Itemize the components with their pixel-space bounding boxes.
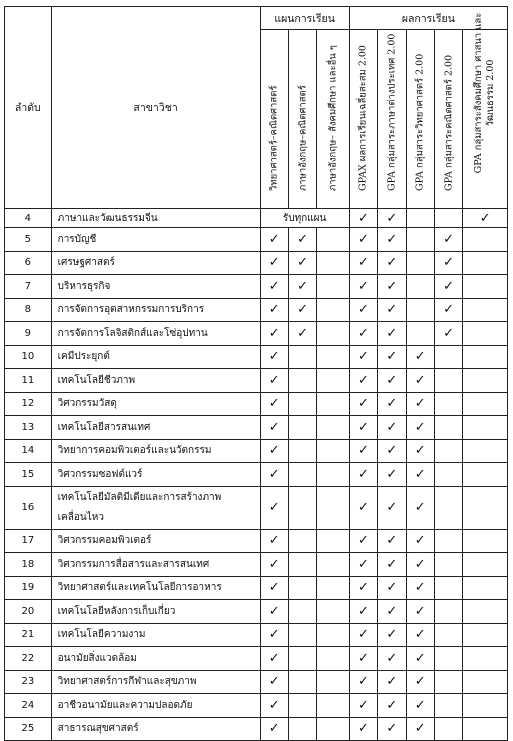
- check-mark-icon: ✓: [378, 275, 406, 299]
- empty-cell: [463, 416, 508, 440]
- empty-cell: [434, 553, 462, 577]
- check-mark-icon: ✓: [349, 647, 377, 671]
- row-number: 10: [5, 345, 52, 369]
- header-result-science: GPA กลุ่มสาระวิทยาศาสตร์ 2.00: [406, 30, 434, 209]
- subject-name: เคมีประยุกต์: [51, 345, 260, 369]
- empty-cell: [288, 392, 316, 416]
- table-row: [5, 322, 508, 346]
- check-mark-icon: ✓: [349, 600, 377, 624]
- row-number: 4: [5, 209, 52, 228]
- empty-cell: [317, 251, 349, 275]
- row-number: 22: [5, 647, 52, 671]
- empty-cell: [434, 392, 462, 416]
- empty-cell: [463, 392, 508, 416]
- check-mark-icon: ✓: [406, 717, 434, 741]
- empty-cell: [288, 553, 316, 577]
- check-mark-icon: ✓: [406, 486, 434, 529]
- subject-name: วิศวกรรมวัสดุ: [51, 392, 260, 416]
- check-mark-icon: ✓: [378, 209, 406, 228]
- empty-cell: [463, 228, 508, 252]
- row-number: 24: [5, 694, 52, 718]
- check-mark-icon: ✓: [434, 322, 462, 346]
- empty-cell: [317, 553, 349, 577]
- empty-cell: [463, 463, 508, 487]
- check-mark-icon: ✓: [288, 298, 316, 322]
- check-mark-icon: ✓: [260, 463, 288, 487]
- row-number: 19: [5, 576, 52, 600]
- empty-cell: [406, 322, 434, 346]
- check-mark-icon: ✓: [260, 251, 288, 275]
- subject-name: เทคโนโลยีมัลติมีเดียและการสร้างภาพเคลื่อนไหว: [51, 486, 260, 529]
- check-mark-icon: ✓: [378, 463, 406, 487]
- empty-cell: [317, 228, 349, 252]
- empty-cell: [463, 486, 508, 529]
- check-mark-icon: ✓: [288, 228, 316, 252]
- empty-cell: [434, 694, 462, 718]
- header-plan-eng-social: ภาษาอังกฤษ– สังคมศึกษา และอื่น ๆ: [317, 30, 349, 209]
- empty-cell: [288, 416, 316, 440]
- empty-cell: [434, 647, 462, 671]
- empty-cell: [317, 600, 349, 624]
- empty-cell: [288, 439, 316, 463]
- check-mark-icon: ✓: [260, 647, 288, 671]
- check-mark-icon: ✓: [288, 251, 316, 275]
- subject-name: วิทยาการคอมพิวเตอร์และนวัตกรรม: [51, 439, 260, 463]
- check-mark-icon: ✓: [349, 345, 377, 369]
- check-mark-icon: ✓: [406, 576, 434, 600]
- subject-name: อนามัยสิ่งแวดล้อม: [51, 647, 260, 671]
- empty-cell: [463, 251, 508, 275]
- header-plan-eng-math: ภาษาอังกฤษ–คณิตศาสตร์: [288, 30, 316, 209]
- empty-cell: [434, 600, 462, 624]
- check-mark-icon: ✓: [260, 392, 288, 416]
- row-number: 11: [5, 369, 52, 393]
- check-mark-icon: ✓: [406, 623, 434, 647]
- check-mark-icon: ✓: [349, 228, 377, 252]
- empty-cell: [463, 529, 508, 553]
- empty-cell: [463, 345, 508, 369]
- empty-cell: [288, 529, 316, 553]
- empty-cell: [288, 717, 316, 741]
- empty-cell: [463, 670, 508, 694]
- table-row: [5, 486, 508, 529]
- check-mark-icon: ✓: [434, 228, 462, 252]
- table-row: [5, 553, 508, 577]
- check-mark-icon: ✓: [260, 600, 288, 624]
- check-mark-icon: ✓: [260, 369, 288, 393]
- check-mark-icon: ✓: [349, 463, 377, 487]
- check-mark-icon: ✓: [378, 369, 406, 393]
- table-row: [5, 600, 508, 624]
- subject-name: เทคโนโลยีสารสนเทศ: [51, 416, 260, 440]
- empty-cell: [434, 717, 462, 741]
- empty-cell: [463, 298, 508, 322]
- header-subject: สาขาวิชา: [51, 7, 260, 209]
- check-mark-icon: ✓: [260, 275, 288, 299]
- row-number: 8: [5, 298, 52, 322]
- check-mark-icon: ✓: [406, 670, 434, 694]
- table-row: [5, 576, 508, 600]
- row-number: 15: [5, 463, 52, 487]
- check-mark-icon: ✓: [378, 322, 406, 346]
- check-mark-icon: ✓: [406, 439, 434, 463]
- check-mark-icon: ✓: [406, 529, 434, 553]
- empty-cell: [463, 369, 508, 393]
- all-plans-note: รับทุกแผน: [260, 209, 349, 228]
- check-mark-icon: ✓: [349, 416, 377, 440]
- check-mark-icon: ✓: [406, 463, 434, 487]
- subject-name: สาธารณสุขศาสตร์: [51, 717, 260, 741]
- empty-cell: [406, 275, 434, 299]
- empty-cell: [288, 623, 316, 647]
- row-number: 5: [5, 228, 52, 252]
- check-mark-icon: ✓: [349, 209, 377, 228]
- empty-cell: [463, 576, 508, 600]
- check-mark-icon: ✓: [349, 623, 377, 647]
- empty-cell: [434, 623, 462, 647]
- empty-cell: [463, 322, 508, 346]
- check-mark-icon: ✓: [378, 694, 406, 718]
- check-mark-icon: ✓: [260, 228, 288, 252]
- empty-cell: [317, 345, 349, 369]
- empty-cell: [317, 369, 349, 393]
- empty-cell: [288, 670, 316, 694]
- empty-cell: [317, 463, 349, 487]
- check-mark-icon: ✓: [378, 576, 406, 600]
- table-body: [5, 209, 508, 741]
- check-mark-icon: ✓: [378, 647, 406, 671]
- check-mark-icon: ✓: [349, 322, 377, 346]
- check-mark-icon: ✓: [378, 251, 406, 275]
- check-mark-icon: ✓: [288, 275, 316, 299]
- empty-cell: [288, 600, 316, 624]
- table-row: [5, 345, 508, 369]
- subject-name: เทคโนโลยีชีวภาพ: [51, 369, 260, 393]
- subject-name: การบัญชี: [51, 228, 260, 252]
- subject-name: วิศวกรรมคอมพิวเตอร์: [51, 529, 260, 553]
- check-mark-icon: ✓: [378, 298, 406, 322]
- row-number: 14: [5, 439, 52, 463]
- empty-cell: [317, 439, 349, 463]
- table-row: [5, 416, 508, 440]
- empty-cell: [317, 275, 349, 299]
- check-mark-icon: ✓: [378, 670, 406, 694]
- check-mark-icon: ✓: [349, 694, 377, 718]
- empty-cell: [317, 623, 349, 647]
- row-number: 16: [5, 486, 52, 529]
- check-mark-icon: ✓: [260, 576, 288, 600]
- empty-cell: [317, 647, 349, 671]
- row-number: 6: [5, 251, 52, 275]
- check-mark-icon: ✓: [463, 209, 508, 228]
- empty-cell: [317, 529, 349, 553]
- subject-name: การจัดการโลจิสติกส์และโซ่อุปทาน: [51, 322, 260, 346]
- check-mark-icon: ✓: [406, 647, 434, 671]
- table-row: [5, 392, 508, 416]
- check-mark-icon: ✓: [260, 345, 288, 369]
- header-result-math: GPA กลุ่มสาระคณิตศาสตร์ 2.00: [434, 30, 462, 209]
- table-row: [5, 251, 508, 275]
- row-number: 7: [5, 275, 52, 299]
- empty-cell: [317, 298, 349, 322]
- check-mark-icon: ✓: [406, 392, 434, 416]
- empty-cell: [406, 298, 434, 322]
- check-mark-icon: ✓: [378, 439, 406, 463]
- check-mark-icon: ✓: [349, 486, 377, 529]
- subject-name: เศรษฐศาสตร์: [51, 251, 260, 275]
- check-mark-icon: ✓: [260, 486, 288, 529]
- header-group-result: ผลการเรียน: [349, 7, 507, 30]
- empty-cell: [434, 670, 462, 694]
- check-mark-icon: ✓: [434, 298, 462, 322]
- subject-name: การจัดการอุตสาหกรรมการบริการ: [51, 298, 260, 322]
- empty-cell: [434, 209, 462, 228]
- row-number: 13: [5, 416, 52, 440]
- table-row: [5, 228, 508, 252]
- empty-cell: [463, 717, 508, 741]
- empty-cell: [434, 529, 462, 553]
- check-mark-icon: ✓: [260, 670, 288, 694]
- check-mark-icon: ✓: [349, 670, 377, 694]
- empty-cell: [317, 416, 349, 440]
- empty-cell: [288, 369, 316, 393]
- check-mark-icon: ✓: [260, 529, 288, 553]
- subject-name: วิศวกรรมซอฟต์แวร์: [51, 463, 260, 487]
- table-row: [5, 670, 508, 694]
- check-mark-icon: ✓: [349, 529, 377, 553]
- empty-cell: [288, 694, 316, 718]
- empty-cell: [434, 369, 462, 393]
- check-mark-icon: ✓: [378, 553, 406, 577]
- empty-cell: [317, 322, 349, 346]
- check-mark-icon: ✓: [378, 486, 406, 529]
- empty-cell: [463, 553, 508, 577]
- header-plan-sci-math: วิทยาศาสตร์–คณิตศาสตร์: [260, 30, 288, 209]
- empty-cell: [288, 486, 316, 529]
- check-mark-icon: ✓: [260, 439, 288, 463]
- empty-cell: [317, 717, 349, 741]
- check-mark-icon: ✓: [406, 369, 434, 393]
- check-mark-icon: ✓: [406, 694, 434, 718]
- check-mark-icon: ✓: [260, 717, 288, 741]
- row-number: 20: [5, 600, 52, 624]
- row-number: 23: [5, 670, 52, 694]
- check-mark-icon: ✓: [406, 416, 434, 440]
- check-mark-icon: ✓: [349, 576, 377, 600]
- table-row: [5, 209, 508, 228]
- check-mark-icon: ✓: [260, 623, 288, 647]
- check-mark-icon: ✓: [378, 345, 406, 369]
- check-mark-icon: ✓: [349, 717, 377, 741]
- empty-cell: [406, 228, 434, 252]
- subject-name: วิทยาศาสตร์และเทคโนโลยีการอาหาร: [51, 576, 260, 600]
- empty-cell: [288, 345, 316, 369]
- header-group-plan: แผนการเรียน: [260, 7, 349, 30]
- header-result-social: GPA กลุ่มสาระสังคมศึกษา ศาสนา และวัฒนธรรม 2.00: [463, 30, 508, 209]
- subject-name: เทคโนโลยีความงาม: [51, 623, 260, 647]
- table-row: [5, 298, 508, 322]
- table-row: [5, 439, 508, 463]
- row-number: 21: [5, 623, 52, 647]
- check-mark-icon: ✓: [434, 251, 462, 275]
- check-mark-icon: ✓: [260, 416, 288, 440]
- empty-cell: [463, 275, 508, 299]
- empty-cell: [434, 416, 462, 440]
- empty-cell: [406, 209, 434, 228]
- check-mark-icon: ✓: [378, 392, 406, 416]
- empty-cell: [317, 486, 349, 529]
- empty-cell: [463, 600, 508, 624]
- table-row: [5, 694, 508, 718]
- empty-cell: [317, 694, 349, 718]
- subject-name: อาชีวอนามัยและความปลอดภัย: [51, 694, 260, 718]
- check-mark-icon: ✓: [349, 369, 377, 393]
- table-row: [5, 717, 508, 741]
- empty-cell: [434, 345, 462, 369]
- row-number: 17: [5, 529, 52, 553]
- empty-cell: [406, 251, 434, 275]
- check-mark-icon: ✓: [260, 298, 288, 322]
- empty-cell: [463, 623, 508, 647]
- header-result-foreign-lang: GPA กลุ่มสาระภาษาต่างประเทศ 2.00: [378, 30, 406, 209]
- empty-cell: [463, 439, 508, 463]
- empty-cell: [434, 576, 462, 600]
- table-row: [5, 463, 508, 487]
- table-row: [5, 647, 508, 671]
- empty-cell: [434, 439, 462, 463]
- subject-name: ภาษาและวัฒนธรรมจีน: [51, 209, 260, 228]
- row-number: 18: [5, 553, 52, 577]
- row-number: 12: [5, 392, 52, 416]
- empty-cell: [317, 392, 349, 416]
- table-row: [5, 529, 508, 553]
- check-mark-icon: ✓: [349, 553, 377, 577]
- criteria-table: [4, 6, 508, 741]
- check-mark-icon: ✓: [349, 439, 377, 463]
- check-mark-icon: ✓: [260, 694, 288, 718]
- empty-cell: [463, 694, 508, 718]
- empty-cell: [463, 647, 508, 671]
- check-mark-icon: ✓: [406, 345, 434, 369]
- header-result-gpax: GPAX ผลการเรียนเฉลี่ยสะสม 2.00: [349, 30, 377, 209]
- check-mark-icon: ✓: [349, 275, 377, 299]
- subject-name: วิทยาศาสตร์การกีฬาและสุขภาพ: [51, 670, 260, 694]
- empty-cell: [317, 670, 349, 694]
- check-mark-icon: ✓: [349, 298, 377, 322]
- check-mark-icon: ✓: [378, 228, 406, 252]
- row-number: 25: [5, 717, 52, 741]
- check-mark-icon: ✓: [378, 529, 406, 553]
- empty-cell: [288, 463, 316, 487]
- empty-cell: [434, 463, 462, 487]
- check-mark-icon: ✓: [260, 553, 288, 577]
- check-mark-icon: ✓: [406, 553, 434, 577]
- empty-cell: [288, 647, 316, 671]
- row-number: 9: [5, 322, 52, 346]
- check-mark-icon: ✓: [349, 251, 377, 275]
- check-mark-icon: ✓: [260, 322, 288, 346]
- subject-name: วิศวกรรมการสื่อสารและสารสนเทศ: [51, 553, 260, 577]
- table-row: [5, 623, 508, 647]
- empty-cell: [288, 576, 316, 600]
- check-mark-icon: ✓: [378, 600, 406, 624]
- table-row: [5, 369, 508, 393]
- check-mark-icon: ✓: [378, 623, 406, 647]
- check-mark-icon: ✓: [434, 275, 462, 299]
- check-mark-icon: ✓: [288, 322, 316, 346]
- empty-cell: [317, 576, 349, 600]
- subject-name: เทคโนโลยีหลังการเก็บเกี่ยว: [51, 600, 260, 624]
- table-row: [5, 275, 508, 299]
- check-mark-icon: ✓: [406, 600, 434, 624]
- check-mark-icon: ✓: [378, 717, 406, 741]
- empty-cell: [434, 486, 462, 529]
- subject-name: บริหารธุรกิจ: [51, 275, 260, 299]
- header-no: ลำดับ: [5, 7, 52, 209]
- check-mark-icon: ✓: [378, 416, 406, 440]
- check-mark-icon: ✓: [349, 392, 377, 416]
